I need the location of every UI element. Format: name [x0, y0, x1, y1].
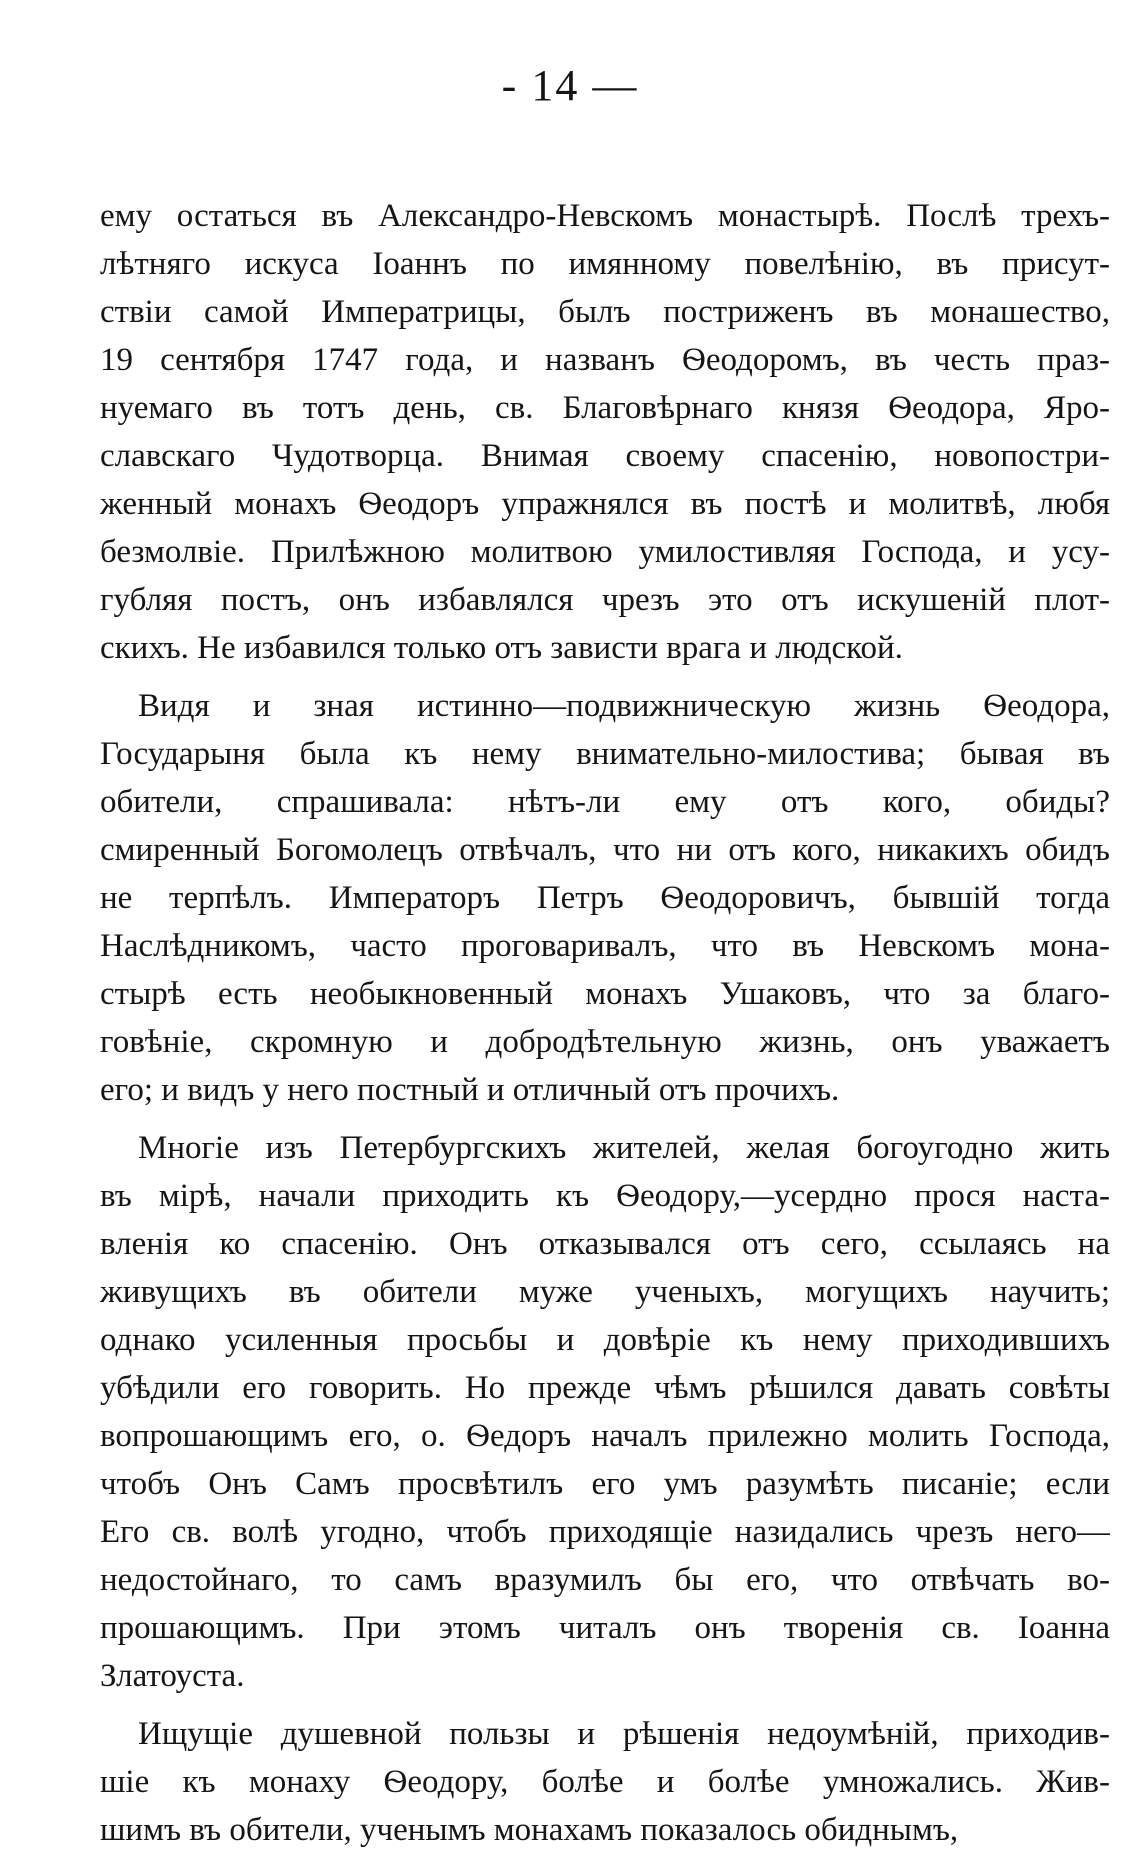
- text-line: славскаго Чудотворца. Внимая своему спасенію, новопостри-: [100, 438, 1110, 474]
- text-line: Многіе изъ Петербургскихъ жителей, желая богоугодно жить: [138, 1130, 1110, 1166]
- text-line: убѣдили его говорить. Но прежде чѣмъ рѣшился давать совѣты: [100, 1370, 1110, 1406]
- text-line: нуемаго въ тотъ день, св. Благовѣрнаго князя Ѳеодора, Яро-: [100, 390, 1110, 426]
- body-text: [100, 192, 1110, 1864]
- page-number: - 14 —: [501, 61, 639, 110]
- text-line: Наслѣдникомъ, часто проговаривалъ, что въ Невскомъ мона-: [100, 928, 1110, 964]
- text-line: шіе къ монаху Ѳеодору, болѣе и болѣе умножались. Жив-: [100, 1764, 1110, 1800]
- text-line: чтобъ Онъ Самъ просвѣтилъ его умъ разумѣть писаніе; если: [100, 1466, 1110, 1502]
- text-line: Златоуста.: [100, 1658, 245, 1694]
- text-line: Его св. волѣ угодно, чтобъ приходящіе назидались чрезъ него—: [100, 1514, 1110, 1550]
- text-line: недостойнаго, то самъ вразумилъ бы его, что отвѣчать во-: [100, 1562, 1110, 1598]
- text-line: скихъ. Не избавился только отъ зависти врага и людской.: [100, 630, 903, 666]
- text-line: живущихъ въ обители муже ученыхъ, могущихъ научить;: [100, 1274, 1110, 1310]
- paragraph: [100, 682, 1110, 1114]
- paragraph: [100, 192, 1110, 672]
- text-line: женный монахъ Ѳеодоръ упражнялся въ постѣ и молитвѣ, любя: [100, 486, 1110, 522]
- text-line: не терпѣлъ. Императоръ Петръ Ѳеодоровичъ, бывшій тогда: [100, 880, 1110, 916]
- text-line: безмолвіе. Прилѣжною молитвою умилостивляя Господа, и усу-: [100, 534, 1110, 570]
- text-line: Государыня была къ нему внимательно-милостива; бывая въ: [100, 736, 1110, 772]
- text-line: Видя и зная истинно—подвижническую жизнь Ѳеодора,: [138, 688, 1110, 724]
- text-line: прошающимъ. При этомъ читалъ онъ творенія св. Іоанна: [100, 1610, 1110, 1646]
- paragraph: [100, 1124, 1110, 1700]
- text-line: говѣніе, скромную и добродѣтельную жизнь, онъ уважаетъ: [100, 1024, 1110, 1060]
- text-line: ему остаться въ Александро-Невскомъ монастырѣ. Послѣ трехъ-: [100, 198, 1110, 234]
- text-line: смиренный Богомолецъ отвѣчалъ, что ни отъ кого, никакихъ обидъ: [100, 832, 1110, 868]
- text-line: ствіи самой Императрицы, былъ постриженъ въ монашество,: [100, 294, 1110, 330]
- text-line: его; и видъ у него постный и отличный отъ прочихъ.: [100, 1072, 840, 1108]
- text-line: губляя постъ, онъ избавлялся чрезъ это отъ искушеній плот-: [100, 582, 1110, 618]
- paragraph: [100, 1710, 1110, 1854]
- text-line: вленія ко спасенію. Онъ отказывался отъ сего, ссылаясь на: [100, 1226, 1110, 1262]
- text-line: 19 сентября 1747 года, и названъ Ѳеодоромъ, въ честь праз-: [100, 342, 1110, 378]
- text-line: вопрошающимъ его, о. Ѳедоръ началъ прилежно молить Господа,: [100, 1418, 1110, 1454]
- text-line: стырѣ есть необыкновенный монахъ Ушаковъ, что за благо-: [100, 976, 1110, 1012]
- text-line: въ мірѣ, начали приходить къ Ѳеодору,—усердно прося наста-: [100, 1178, 1110, 1214]
- text-line: шимъ въ обители, ученымъ монахамъ показалось обиднымъ,: [100, 1812, 959, 1848]
- text-line: лѣтняго искуса Іоаннъ по имянному повелѣнію, въ присут-: [100, 246, 1110, 282]
- text-line: обители, спрашивала: нѣтъ-ли ему отъ кого, обиды?: [100, 784, 1110, 820]
- text-line: однако усиленныя просьбы и довѣріе къ нему приходившихъ: [100, 1322, 1110, 1358]
- text-line: Ищущіе душевной пользы и рѣшенія недоумѣній, приходив-: [138, 1716, 1110, 1752]
